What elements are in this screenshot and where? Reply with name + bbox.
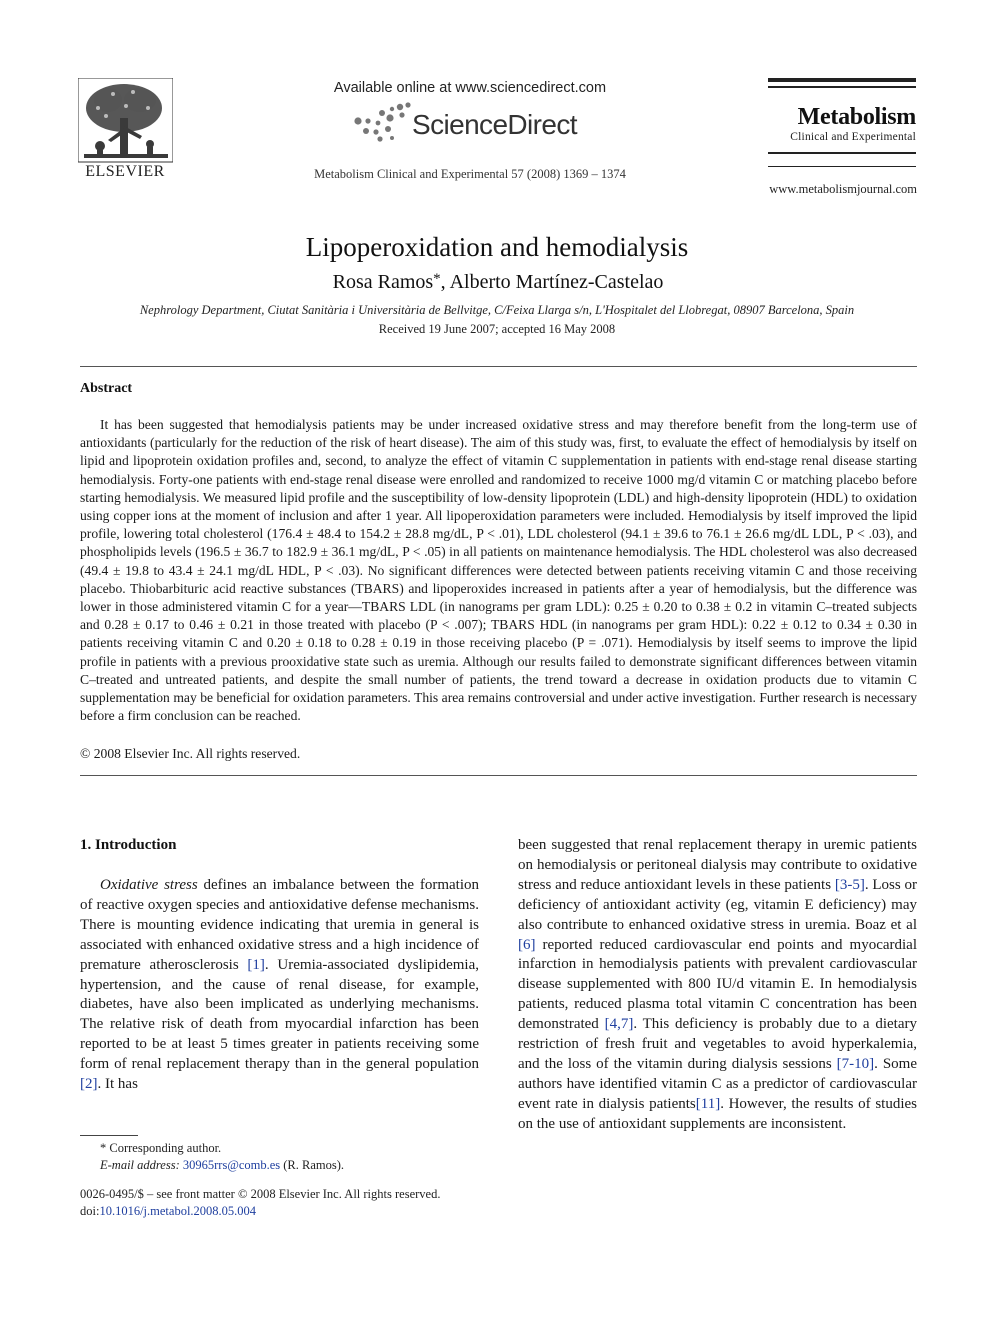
- body-text: defines an imbalance between the formation of reactive oxygen species and antioxidative defense mechanisms. There is mounting evidence indicating that uremia in general is associated with enhanced oxidative stress and a high incidence of premature atherosclerosis: [80, 877, 479, 973]
- citation-link[interactable]: [2]: [80, 1076, 98, 1093]
- journal-logo-rule: [768, 86, 916, 88]
- abstract-copyright: © 2008 Elsevier Inc. All rights reserved.: [80, 746, 301, 761]
- intro-column-right: [518, 836, 917, 1135]
- author-name: Rosa Ramos: [332, 271, 434, 293]
- abstract-top-rule: [80, 366, 917, 367]
- citation-link[interactable]: [7-10]: [836, 1055, 875, 1072]
- emphasis-term: Oxidative stress: [100, 877, 198, 893]
- doi-label: doi:: [80, 1204, 100, 1218]
- body-text: . It has: [97, 1076, 138, 1093]
- citation-link[interactable]: [6]: [518, 936, 536, 953]
- journal-logo-title: Metabolism: [797, 104, 916, 130]
- email-label: E-mail address:: [100, 1158, 180, 1172]
- sciencedirect-wordmark[interactable]: ScienceDirect: [412, 109, 577, 140]
- sciencedirect-dots-icon: [352, 101, 414, 143]
- email-footnote: [100, 1158, 344, 1173]
- citation-link[interactable]: [4,7]: [604, 1016, 634, 1033]
- abstract-heading: Abstract: [80, 381, 133, 396]
- footnote-rule: [80, 1135, 138, 1136]
- body-text: . However, the results of studies on the use of antioxidant supplements are inconsistent.: [518, 1095, 917, 1132]
- citation-link[interactable]: [1]: [247, 956, 265, 973]
- doi-link[interactable]: 10.1016/j.metabol.2008.05.004: [99, 1204, 257, 1218]
- journal-citation: Metabolism Clinical and Experimental 57 (2008) 1369 – 1374: [314, 167, 626, 181]
- intro-column-left: [80, 876, 479, 1095]
- received-dates: Received 19 June 2007; accepted 16 May 2008: [378, 322, 616, 336]
- body-text: . Loss or deficiency of antioxidant activity (eg, vitamin E deficiency) may also contribute to enhanced oxidative stress in uremia. Boaz et al: [518, 876, 917, 933]
- journal-logo-rule: [768, 166, 916, 167]
- corresponding-author-mark: *: [433, 271, 441, 287]
- author-separator: ,: [440, 271, 450, 293]
- article-title: Lipoperoxidation and hemodialysis: [305, 232, 689, 262]
- journal-logo-rule: [768, 152, 916, 154]
- body-text: been suggested that renal replacement therapy in uremic patients on hemodialysis or peritoneal dialysis may contribute to oxidative stress and reduce antioxidant levels in these patients: [518, 837, 917, 893]
- author-name: Alberto Martínez-Castelao: [449, 271, 664, 293]
- citation-link[interactable]: [3-5]: [834, 876, 865, 893]
- issn-line: 0026-0495/$ – see front matter © 2008 Elsevier Inc. All rights reserved.: [80, 1187, 441, 1201]
- available-online-text[interactable]: Available online at www.sciencedirect.com: [333, 80, 607, 96]
- corresponding-author-note: * Corresponding author.: [100, 1141, 222, 1155]
- affiliation: Nephrology Department, Ciutat Sanitària i Universitària de Bellvitge, C/Feixa Llarga s/n, L'Hospitalet del Llobregat, 08907 Barcelona, Spain: [139, 303, 855, 317]
- body-text: reported reduced cardiovascular end points and myocardial infarction in hemodialysis patients with prevalent cardiovascular disease supplemented with 800 IU/d vitamin E. In hemodialysis patients, reduced plasma total vitamin C concentration has been demonstrated: [518, 936, 917, 1033]
- body-text: . Some authors have identified vitamin C as a predictor of cardiovascular event rate in dialysis patients: [518, 1055, 918, 1112]
- section-heading: 1. Introduction: [80, 837, 177, 853]
- journal-logo-subtitle: Clinical and Experimental: [790, 131, 916, 143]
- email-suffix: (R. Ramos).: [280, 1158, 345, 1172]
- abstract-bottom-rule: [80, 775, 917, 776]
- body-text: . Uremia-associated dyslipidemia, hypertension, and the cause of renal disease, for example, diabetes, have also been implicated as underlying mechanisms. The relative risk of death from myocardial infarction has been reported to be at least 5 times greater in patients receiving some form of renal replacement therapy than in the general population: [80, 956, 480, 1073]
- publisher-name: ELSEVIER: [85, 163, 165, 180]
- journal-logo-rule: [768, 78, 916, 82]
- doi-line: [80, 1204, 256, 1219]
- journal-url-link[interactable]: www.metabolismjournal.com: [769, 182, 917, 196]
- abstract-body: It has been suggested that hemodialysis patients may be under increased oxidative stress and may therefore benefit from the long-term use of antioxidants (particularly for the reduction of the risk of heart disease). The aim of this study was, first, to evaluate the effect of hemodialysis by itself on lipid and lipoprotein oxidation profiles and, second, to analyze the effect of vitamin C supplementation in patients with end-stage renal disease starting hemodialysis. Forty-one patients with end-stage renal disease were enrolled and randomized to receive 1000 mg/d vitamin C or matching placebo before starting hemodialysis. We measured lipid profile and the susceptibility of low-density lipoprotein (LDL) and high-density lipoprotein (HDL) to oxidation using copper ions at the moment of inclusion and after 1 year. All lipoperoxidation parameters were included. Hemodialysis by itself improved the lipid profile, lowering total cholesterol (176.4 ± 48.4 to 154.2 ± 28.8 mg/dL, P < .01), LDL cholesterol (94.1 ± 39.6 to 76.1 ± 26.6 mg/dL LDL, P < .03), and phospholipids levels (196.5 ± 36.7 to 182.9 ± 36.1 mg/dL, P < .05) in all patients on maintenance hemodialysis. The HDL cholesterol was also decreased (49.4 ± 19.8 to 43.4 ± 24.1 mg/dL HDL, P < .03). No significant differences were detected between patients receiving vitamin C and those receiving placebo. Thiobarbituric acid reactive substances (TBARS) and lipoperoxides increased in patients after a year of hemodialysis, but the difference was lower in those administered vitamin C for a year—TBARS LDL (in nanograms per gram LDL): 0.25 ± 0.20 to 0.38 ± 0.2 in vitamin C–treated subjects and 0.28 ± 0.17 to 0.46 ± 0.21 in those treated with placebo (P < .007); TBARS HDL (in nanograms per gram HDL): 0.22 ± 0.12 to 0.34 ± 0.30 in patients receiving vitamin C and 0.20 ± 0.18 to 0.28 ± 0.19 in those receiving placebo (P = .071). Hemodialysis by itself seems to improve the lipid profile in patients with a previous prooxidative state such as uremia. Although our results failed to demonstrate significant differences between vitamin C–treated and untreated patients, and despite the small number of patients, the trend toward a decrease in oxidation products due to vitamin C supplementation may be beneficial for oxidation parameters. This area remains controversial and under active investigation. Further research is necessary before a firm conclusion can be reached.: [80, 417, 917, 724]
- author-list: [0, 271, 990, 294]
- citation-link[interactable]: [11]: [695, 1095, 721, 1112]
- body-text: . This deficiency is probably due to a dietary restriction of fresh fruit and vegetables to avoid hyperkalemia, and the loss of the vitamin during dialysis sessions: [518, 1016, 918, 1072]
- email-link[interactable]: 30965rrs@comb.es: [182, 1158, 281, 1172]
